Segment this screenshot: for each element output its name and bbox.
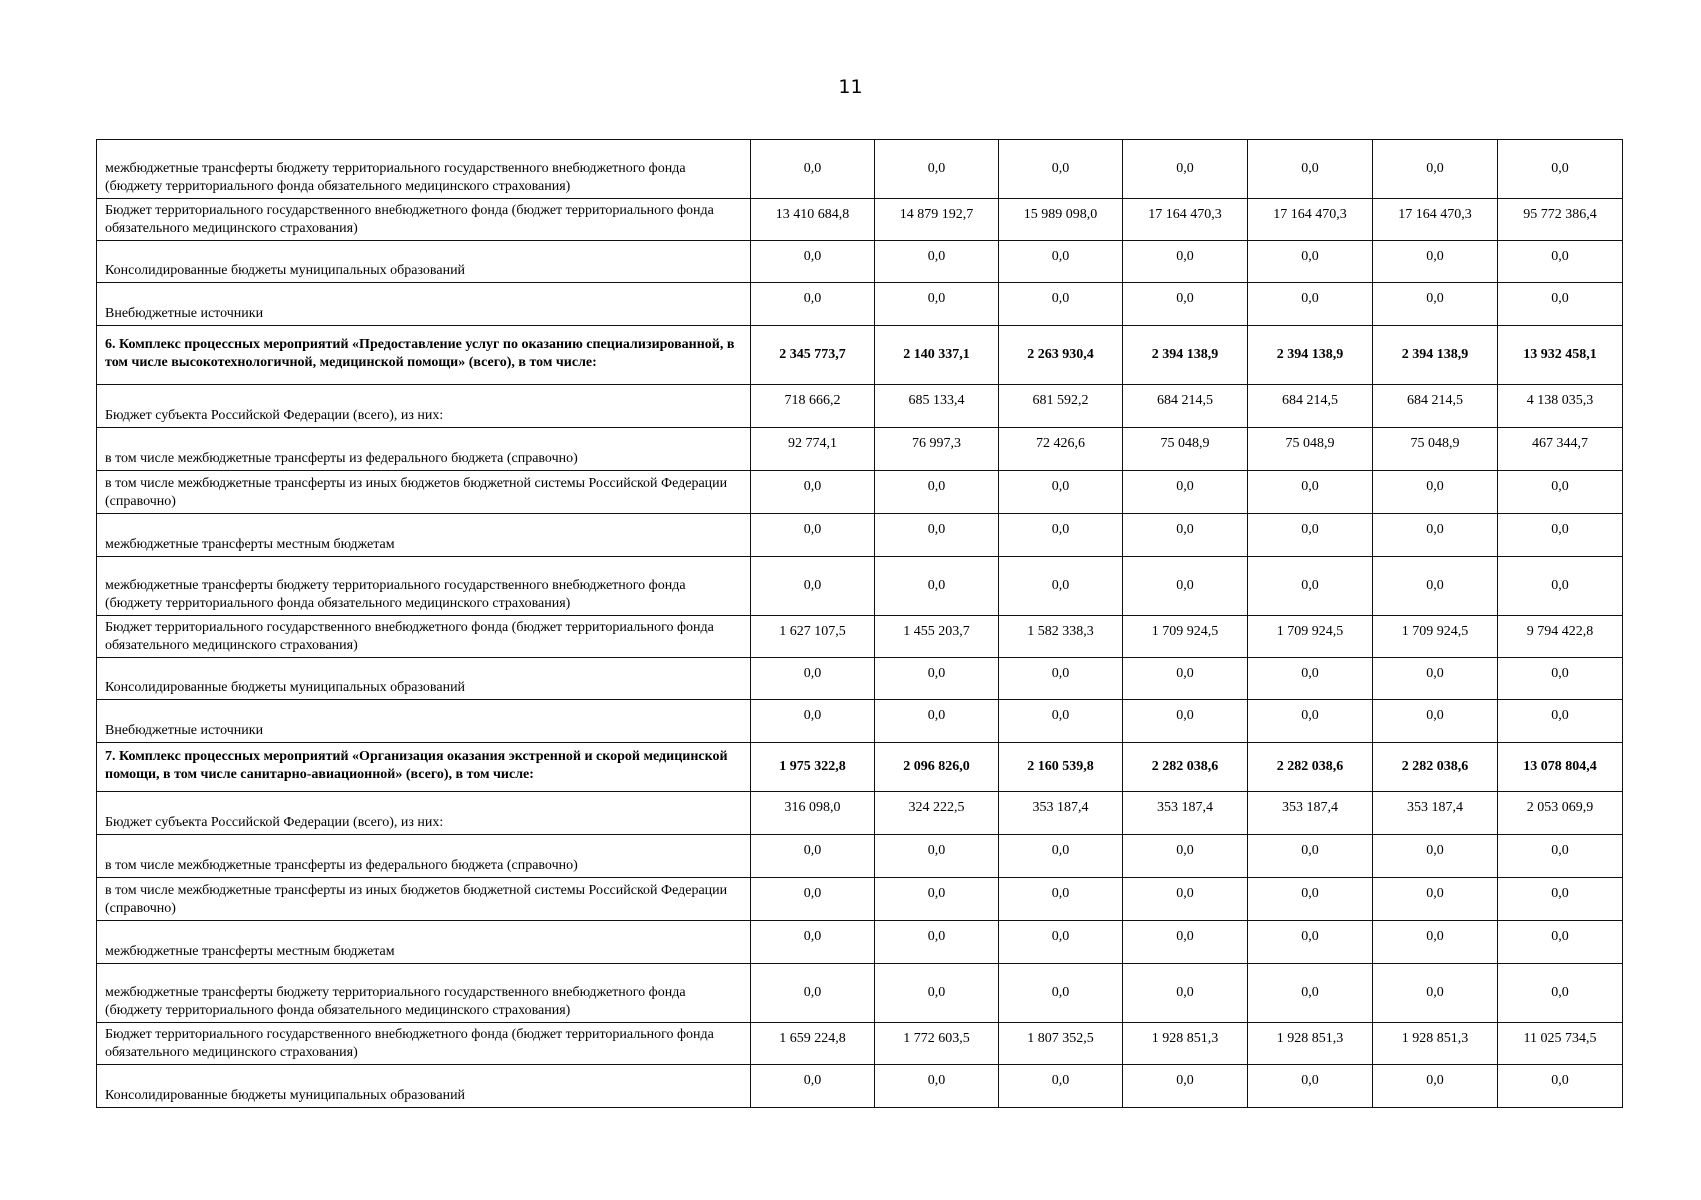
value-cell: 353 187,4 [1123, 792, 1248, 835]
value-cell: 0,0 [1123, 241, 1248, 283]
row-label: Консолидированные бюджеты муниципальных образований [97, 1065, 751, 1108]
value-cell: 2 394 138,9 [1123, 326, 1248, 385]
value-cell: 15 989 098,0 [999, 199, 1123, 241]
value-cell: 2 140 337,1 [875, 326, 999, 385]
value-cell: 2 096 826,0 [875, 743, 999, 792]
value-cell: 0,0 [1123, 557, 1248, 616]
value-cell: 0,0 [999, 658, 1123, 700]
value-cell: 13 932 458,1 [1498, 326, 1623, 385]
value-cell: 0,0 [1498, 921, 1623, 964]
value-cell: 0,0 [1498, 241, 1623, 283]
value-cell: 0,0 [999, 921, 1123, 964]
value-cell: 353 187,4 [1373, 792, 1498, 835]
value-cell: 0,0 [751, 1065, 875, 1108]
value-cell: 684 214,5 [1373, 385, 1498, 428]
value-cell: 0,0 [1373, 241, 1498, 283]
value-cell: 0,0 [875, 878, 999, 921]
row-label: в том числе межбюджетные трансферты из иных бюджетов бюджетной системы Российской Федерации (справочно) [97, 878, 751, 921]
value-cell: 75 048,9 [1373, 428, 1498, 471]
value-cell: 2 160 539,8 [999, 743, 1123, 792]
table-row [97, 964, 1623, 1023]
value-cell: 0,0 [1498, 835, 1623, 878]
value-cell: 0,0 [1373, 557, 1498, 616]
value-cell: 0,0 [1373, 1065, 1498, 1108]
value-cell: 1 709 924,5 [1373, 616, 1498, 658]
value-cell: 0,0 [1498, 964, 1623, 1023]
value-cell: 1 928 851,3 [1248, 1023, 1373, 1065]
value-cell: 13 410 684,8 [751, 199, 875, 241]
row-label: Бюджет субъекта Российской Федерации (всего), из них: [97, 792, 751, 835]
value-cell: 0,0 [1248, 514, 1373, 557]
value-cell: 0,0 [1373, 700, 1498, 743]
value-cell: 0,0 [1248, 878, 1373, 921]
table-row [97, 700, 1623, 743]
value-cell: 0,0 [1123, 700, 1248, 743]
value-cell: 1 709 924,5 [1123, 616, 1248, 658]
table-row-section-header [97, 743, 1623, 792]
value-cell: 681 592,2 [999, 385, 1123, 428]
value-cell: 0,0 [1498, 1065, 1623, 1108]
value-cell: 0,0 [1498, 471, 1623, 514]
value-cell: 0,0 [1123, 471, 1248, 514]
table-row [97, 878, 1623, 921]
table-row [97, 835, 1623, 878]
value-cell: 0,0 [999, 471, 1123, 514]
value-cell: 0,0 [1498, 514, 1623, 557]
value-cell: 0,0 [1373, 835, 1498, 878]
page-number: 11 [838, 76, 863, 98]
value-cell: 0,0 [875, 283, 999, 326]
value-cell: 0,0 [1248, 1065, 1373, 1108]
value-cell: 0,0 [1498, 140, 1623, 199]
value-cell: 0,0 [1248, 658, 1373, 700]
value-cell: 2 394 138,9 [1248, 326, 1373, 385]
value-cell: 17 164 470,3 [1123, 199, 1248, 241]
row-label: Внебюджетные источники [97, 700, 751, 743]
value-cell: 324 222,5 [875, 792, 999, 835]
value-cell: 2 263 930,4 [999, 326, 1123, 385]
value-cell: 0,0 [1123, 514, 1248, 557]
table-row [97, 1023, 1623, 1065]
value-cell: 0,0 [751, 514, 875, 557]
value-cell: 0,0 [999, 140, 1123, 199]
value-cell: 2 282 038,6 [1373, 743, 1498, 792]
value-cell: 1 807 352,5 [999, 1023, 1123, 1065]
value-cell: 0,0 [751, 557, 875, 616]
table-row-section-header [97, 326, 1623, 385]
value-cell: 718 666,2 [751, 385, 875, 428]
value-cell: 11 025 734,5 [1498, 1023, 1623, 1065]
value-cell: 92 774,1 [751, 428, 875, 471]
value-cell: 1 772 603,5 [875, 1023, 999, 1065]
value-cell: 0,0 [1373, 283, 1498, 326]
value-cell: 0,0 [1248, 835, 1373, 878]
value-cell: 0,0 [1248, 471, 1373, 514]
value-cell: 0,0 [1248, 921, 1373, 964]
value-cell: 0,0 [1373, 921, 1498, 964]
value-cell: 1 975 322,8 [751, 743, 875, 792]
value-cell: 685 133,4 [875, 385, 999, 428]
value-cell: 0,0 [751, 700, 875, 743]
table-row [97, 658, 1623, 700]
value-cell: 0,0 [875, 241, 999, 283]
value-cell: 0,0 [1498, 557, 1623, 616]
table-row [97, 140, 1623, 199]
value-cell: 1 455 203,7 [875, 616, 999, 658]
row-label: межбюджетные трансферты местным бюджетам [97, 514, 751, 557]
value-cell: 0,0 [999, 514, 1123, 557]
value-cell: 0,0 [751, 964, 875, 1023]
value-cell: 0,0 [751, 471, 875, 514]
table-row [97, 385, 1623, 428]
table-row [97, 1065, 1623, 1108]
value-cell: 0,0 [1248, 241, 1373, 283]
value-cell: 2 345 773,7 [751, 326, 875, 385]
value-cell: 0,0 [1248, 140, 1373, 199]
value-cell: 1 627 107,5 [751, 616, 875, 658]
value-cell: 0,0 [875, 921, 999, 964]
value-cell: 0,0 [875, 700, 999, 743]
value-cell: 0,0 [1248, 964, 1373, 1023]
value-cell: 0,0 [1373, 658, 1498, 700]
value-cell: 13 078 804,4 [1498, 743, 1623, 792]
value-cell: 4 138 035,3 [1498, 385, 1623, 428]
row-label: Бюджет субъекта Российской Федерации (всего), из них: [97, 385, 751, 428]
table-row [97, 428, 1623, 471]
value-cell: 75 048,9 [1123, 428, 1248, 471]
value-cell: 0,0 [751, 658, 875, 700]
value-cell: 0,0 [875, 471, 999, 514]
value-cell: 2 282 038,6 [1123, 743, 1248, 792]
value-cell: 1 709 924,5 [1248, 616, 1373, 658]
value-cell: 0,0 [875, 658, 999, 700]
value-cell: 72 426,6 [999, 428, 1123, 471]
value-cell: 0,0 [1498, 878, 1623, 921]
value-cell: 353 187,4 [999, 792, 1123, 835]
table-row [97, 241, 1623, 283]
value-cell: 0,0 [1498, 700, 1623, 743]
row-label: Внебюджетные источники [97, 283, 751, 326]
value-cell: 76 997,3 [875, 428, 999, 471]
value-cell: 2 282 038,6 [1248, 743, 1373, 792]
value-cell: 0,0 [751, 241, 875, 283]
table-row [97, 616, 1623, 658]
value-cell: 0,0 [999, 241, 1123, 283]
value-cell: 95 772 386,4 [1498, 199, 1623, 241]
value-cell: 684 214,5 [1123, 385, 1248, 428]
value-cell: 0,0 [1123, 658, 1248, 700]
value-cell: 17 164 470,3 [1373, 199, 1498, 241]
value-cell: 0,0 [1123, 1065, 1248, 1108]
value-cell: 2 053 069,9 [1498, 792, 1623, 835]
value-cell: 0,0 [751, 140, 875, 199]
table-row [97, 514, 1623, 557]
table-row [97, 471, 1623, 514]
value-cell: 0,0 [1498, 658, 1623, 700]
value-cell: 0,0 [999, 878, 1123, 921]
value-cell: 0,0 [999, 700, 1123, 743]
row-label: межбюджетные трансферты местным бюджетам [97, 921, 751, 964]
value-cell: 0,0 [751, 283, 875, 326]
value-cell: 353 187,4 [1248, 792, 1373, 835]
value-cell: 0,0 [1373, 878, 1498, 921]
value-cell: 316 098,0 [751, 792, 875, 835]
value-cell: 0,0 [751, 835, 875, 878]
value-cell: 0,0 [1498, 283, 1623, 326]
row-label: Бюджет территориального государственного внебюджетного фонда (бюджет территориального фонда обязательного медицинского страхования) [97, 616, 751, 658]
value-cell: 0,0 [1123, 964, 1248, 1023]
value-cell: 0,0 [1248, 283, 1373, 326]
value-cell: 0,0 [1248, 700, 1373, 743]
value-cell: 75 048,9 [1248, 428, 1373, 471]
value-cell: 0,0 [1123, 878, 1248, 921]
value-cell: 0,0 [1373, 140, 1498, 199]
value-cell: 0,0 [875, 835, 999, 878]
value-cell: 0,0 [999, 557, 1123, 616]
row-label: в том числе межбюджетные трансферты из федерального бюджета (справочно) [97, 835, 751, 878]
value-cell: 684 214,5 [1248, 385, 1373, 428]
value-cell: 0,0 [999, 283, 1123, 326]
value-cell: 2 394 138,9 [1373, 326, 1498, 385]
value-cell: 0,0 [1123, 140, 1248, 199]
value-cell: 0,0 [1373, 514, 1498, 557]
table-row [97, 792, 1623, 835]
section-title: 6. Комплекс процессных мероприятий «Предоставление услуг по оказанию специализированной, в том числе высокотехнологичной, медицинской помощи» (всего), в том числе: [97, 326, 751, 385]
value-cell: 0,0 [875, 514, 999, 557]
section-title: 7. Комплекс процессных мероприятий «Организация оказания экстренной и скорой медицинской помощи, в том числе санитарно-авиационной» (всего), в том числе: [97, 743, 751, 792]
table-row [97, 557, 1623, 616]
row-label: в том числе межбюджетные трансферты из иных бюджетов бюджетной системы Российской Федерации (справочно) [97, 471, 751, 514]
value-cell: 0,0 [999, 835, 1123, 878]
row-label: межбюджетные трансферты бюджету территориального государственного внебюджетного фонда (бюджету территориального фонда обязательного медицинского страхования) [97, 557, 751, 616]
row-label: Бюджет территориального государственного внебюджетного фонда (бюджет территориального фонда обязательного медицинского страхования) [97, 1023, 751, 1065]
value-cell: 0,0 [999, 964, 1123, 1023]
value-cell: 0,0 [1373, 471, 1498, 514]
value-cell: 0,0 [1373, 964, 1498, 1023]
row-label: Бюджет территориального государственного внебюджетного фонда (бюджет территориального фонда обязательного медицинского страхования) [97, 199, 751, 241]
value-cell: 0,0 [999, 1065, 1123, 1108]
value-cell: 0,0 [875, 557, 999, 616]
value-cell: 0,0 [875, 964, 999, 1023]
value-cell: 9 794 422,8 [1498, 616, 1623, 658]
value-cell: 0,0 [875, 140, 999, 199]
row-label: Консолидированные бюджеты муниципальных образований [97, 658, 751, 700]
value-cell: 1 928 851,3 [1373, 1023, 1498, 1065]
table-row [97, 921, 1623, 964]
value-cell: 0,0 [1123, 835, 1248, 878]
value-cell: 0,0 [751, 921, 875, 964]
value-cell: 0,0 [1248, 557, 1373, 616]
value-cell: 17 164 470,3 [1248, 199, 1373, 241]
table-row [97, 283, 1623, 326]
value-cell: 0,0 [751, 878, 875, 921]
value-cell: 0,0 [1123, 921, 1248, 964]
row-label: в том числе межбюджетные трансферты из федерального бюджета (справочно) [97, 428, 751, 471]
value-cell: 14 879 192,7 [875, 199, 999, 241]
value-cell: 467 344,7 [1498, 428, 1623, 471]
row-label: межбюджетные трансферты бюджету территориального государственного внебюджетного фонда (бюджету территориального фонда обязательного медицинского страхования) [97, 140, 751, 199]
value-cell: 1 659 224,8 [751, 1023, 875, 1065]
value-cell: 1 928 851,3 [1123, 1023, 1248, 1065]
table-row [97, 199, 1623, 241]
row-label: Консолидированные бюджеты муниципальных образований [97, 241, 751, 283]
row-label: межбюджетные трансферты бюджету территориального государственного внебюджетного фонда (бюджету территориального фонда обязательного медицинского страхования) [97, 964, 751, 1023]
value-cell: 0,0 [1123, 283, 1248, 326]
value-cell: 0,0 [875, 1065, 999, 1108]
value-cell: 1 582 338,3 [999, 616, 1123, 658]
budget-table [96, 139, 1623, 1108]
